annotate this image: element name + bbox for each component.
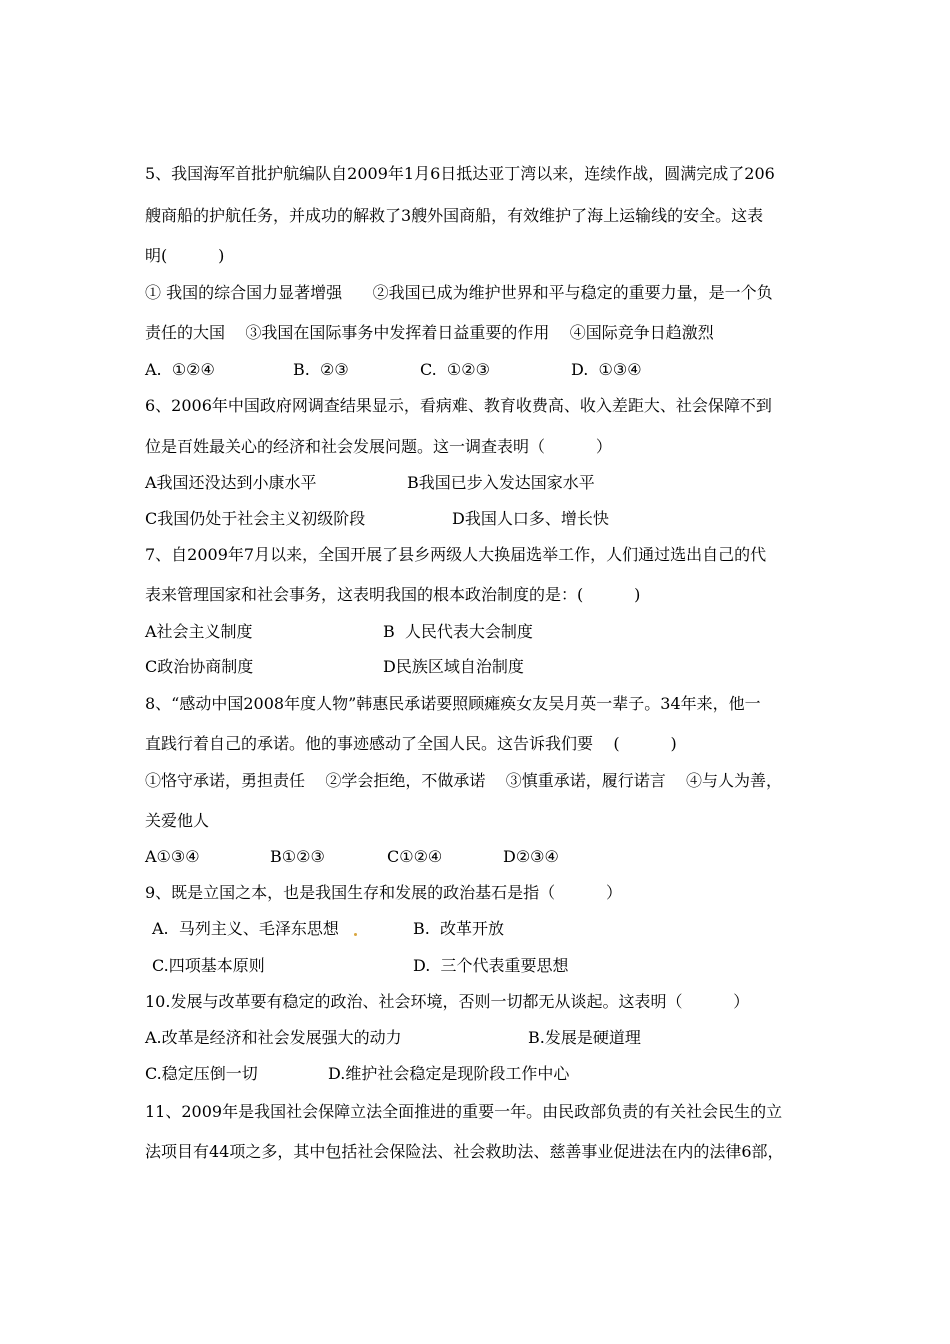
decorative-dot [354,933,357,936]
q11-text-line-2: 法项目有44项之多，其中包括社会保险法、社会救助法、慈善事业促进法在内的法律6部， [145,1142,784,1161]
q8-text-line-1: 8、“感动中国2008年度人物”韩惠民承诺要照顾瘫痪女友吴月英一辈子。34年来，他一 [145,694,761,713]
q10-option-b: B.发展是硬道理 [528,1028,641,1047]
q7-text-line-1: 7、自2009年7月以来，全国开展了县乡两级人大换届选举工作，人们通过选出自己的代 [145,545,767,564]
q9-option-d: D. 三个代表重要思想 [413,956,569,975]
q8-option-a: A①③④ [145,847,200,866]
q5-option-a: A. ①②④ [145,360,215,379]
q9-text-line-1: 9、既是立国之本，也是我国生存和发展的政治基石是指（ ） [145,883,623,902]
q11-text-line-1: 11、2009年是我国社会保障立法全面推进的重要一年。由民政部负责的有关社会民生的立 [145,1102,783,1121]
q5-option-c: C. ①②③ [420,360,490,379]
q9-option-a: A. 马列主义、毛泽东思想 [152,919,339,938]
q6-option-a: A我国还没达到小康水平 [145,473,317,492]
q8-statement-line-1: ①恪守承诺，勇担责任 ②学会拒绝，不做承诺 ③慎重承诺，履行诺言 ④与人为善， [145,771,783,790]
q10-text-line-1: 10.发展与改革要有稳定的政治、社会环境，否则一切都无从谈起。这表明（ ） [145,992,750,1011]
q6-option-c: C我国仍处于社会主义初级阶段 [145,509,366,528]
q5-text-line-2: 艘商船的护航任务，并成功的解救了3艘外国商船，有效维护了海上运输线的安全。这表 [145,206,764,225]
q7-option-a: A社会主义制度 [145,622,253,641]
q6-option-b: B我国已步入发达国家水平 [407,473,595,492]
q8-text-line-2: 直践行着自己的承诺。他的事迹感动了全国人民。这告诉我们要 ( ) [145,734,677,753]
q8-option-c: C①②④ [387,847,443,866]
q7-option-c: C政治协商制度 [145,657,254,676]
q5-statement-line-2: 责任的大国 ③我国在国际事务中发挥着日益重要的作用 ④国际竞争日趋激烈 [145,323,714,342]
q8-statement-line-2: 关爱他人 [145,811,210,830]
q9-option-c: C.四项基本原则 [152,956,265,975]
q5-text-line-1: 5、我国海军首批护航编队自2009年1月6日抵达亚丁湾以来，连续作战，圆满完成了206 [145,164,775,183]
q5-text-line-3: 明( ) [145,246,225,265]
q9-option-b: B. 改革开放 [413,919,505,938]
q7-option-d: D民族区域自治制度 [383,657,524,676]
q5-option-d: D. ①③④ [571,360,642,379]
q7-text-line-2: 表来管理国家和社会事务，这表明我国的根本政治制度的是：( ) [145,585,641,604]
q10-option-d: D.维护社会稳定是现阶段工作中心 [328,1064,570,1083]
q7-option-b: B 人民代表大会制度 [383,622,533,641]
q8-option-d: D②③④ [503,847,559,866]
q10-option-a: A.改革是经济和社会发展强大的动力 [145,1028,402,1047]
q6-option-d: D我国人口多、增长快 [452,509,609,528]
q6-text-line-1: 6、2006年中国政府网调查结果显示，看病难、教育收费高、收入差距大、社会保障不到 [145,396,772,415]
q8-option-b: B①②③ [270,847,325,866]
q5-option-b: B. ②③ [293,360,349,379]
q6-text-line-2: 位是百姓最关心的经济和社会发展问题。这一调查表明（ ） [145,437,612,456]
q5-statement-line-1: ① 我国的综合国力显著增强 ②我国已成为维护世界和平与稳定的重要力量，是一个负 [145,283,773,302]
q10-option-c: C.稳定压倒一切 [145,1064,258,1083]
